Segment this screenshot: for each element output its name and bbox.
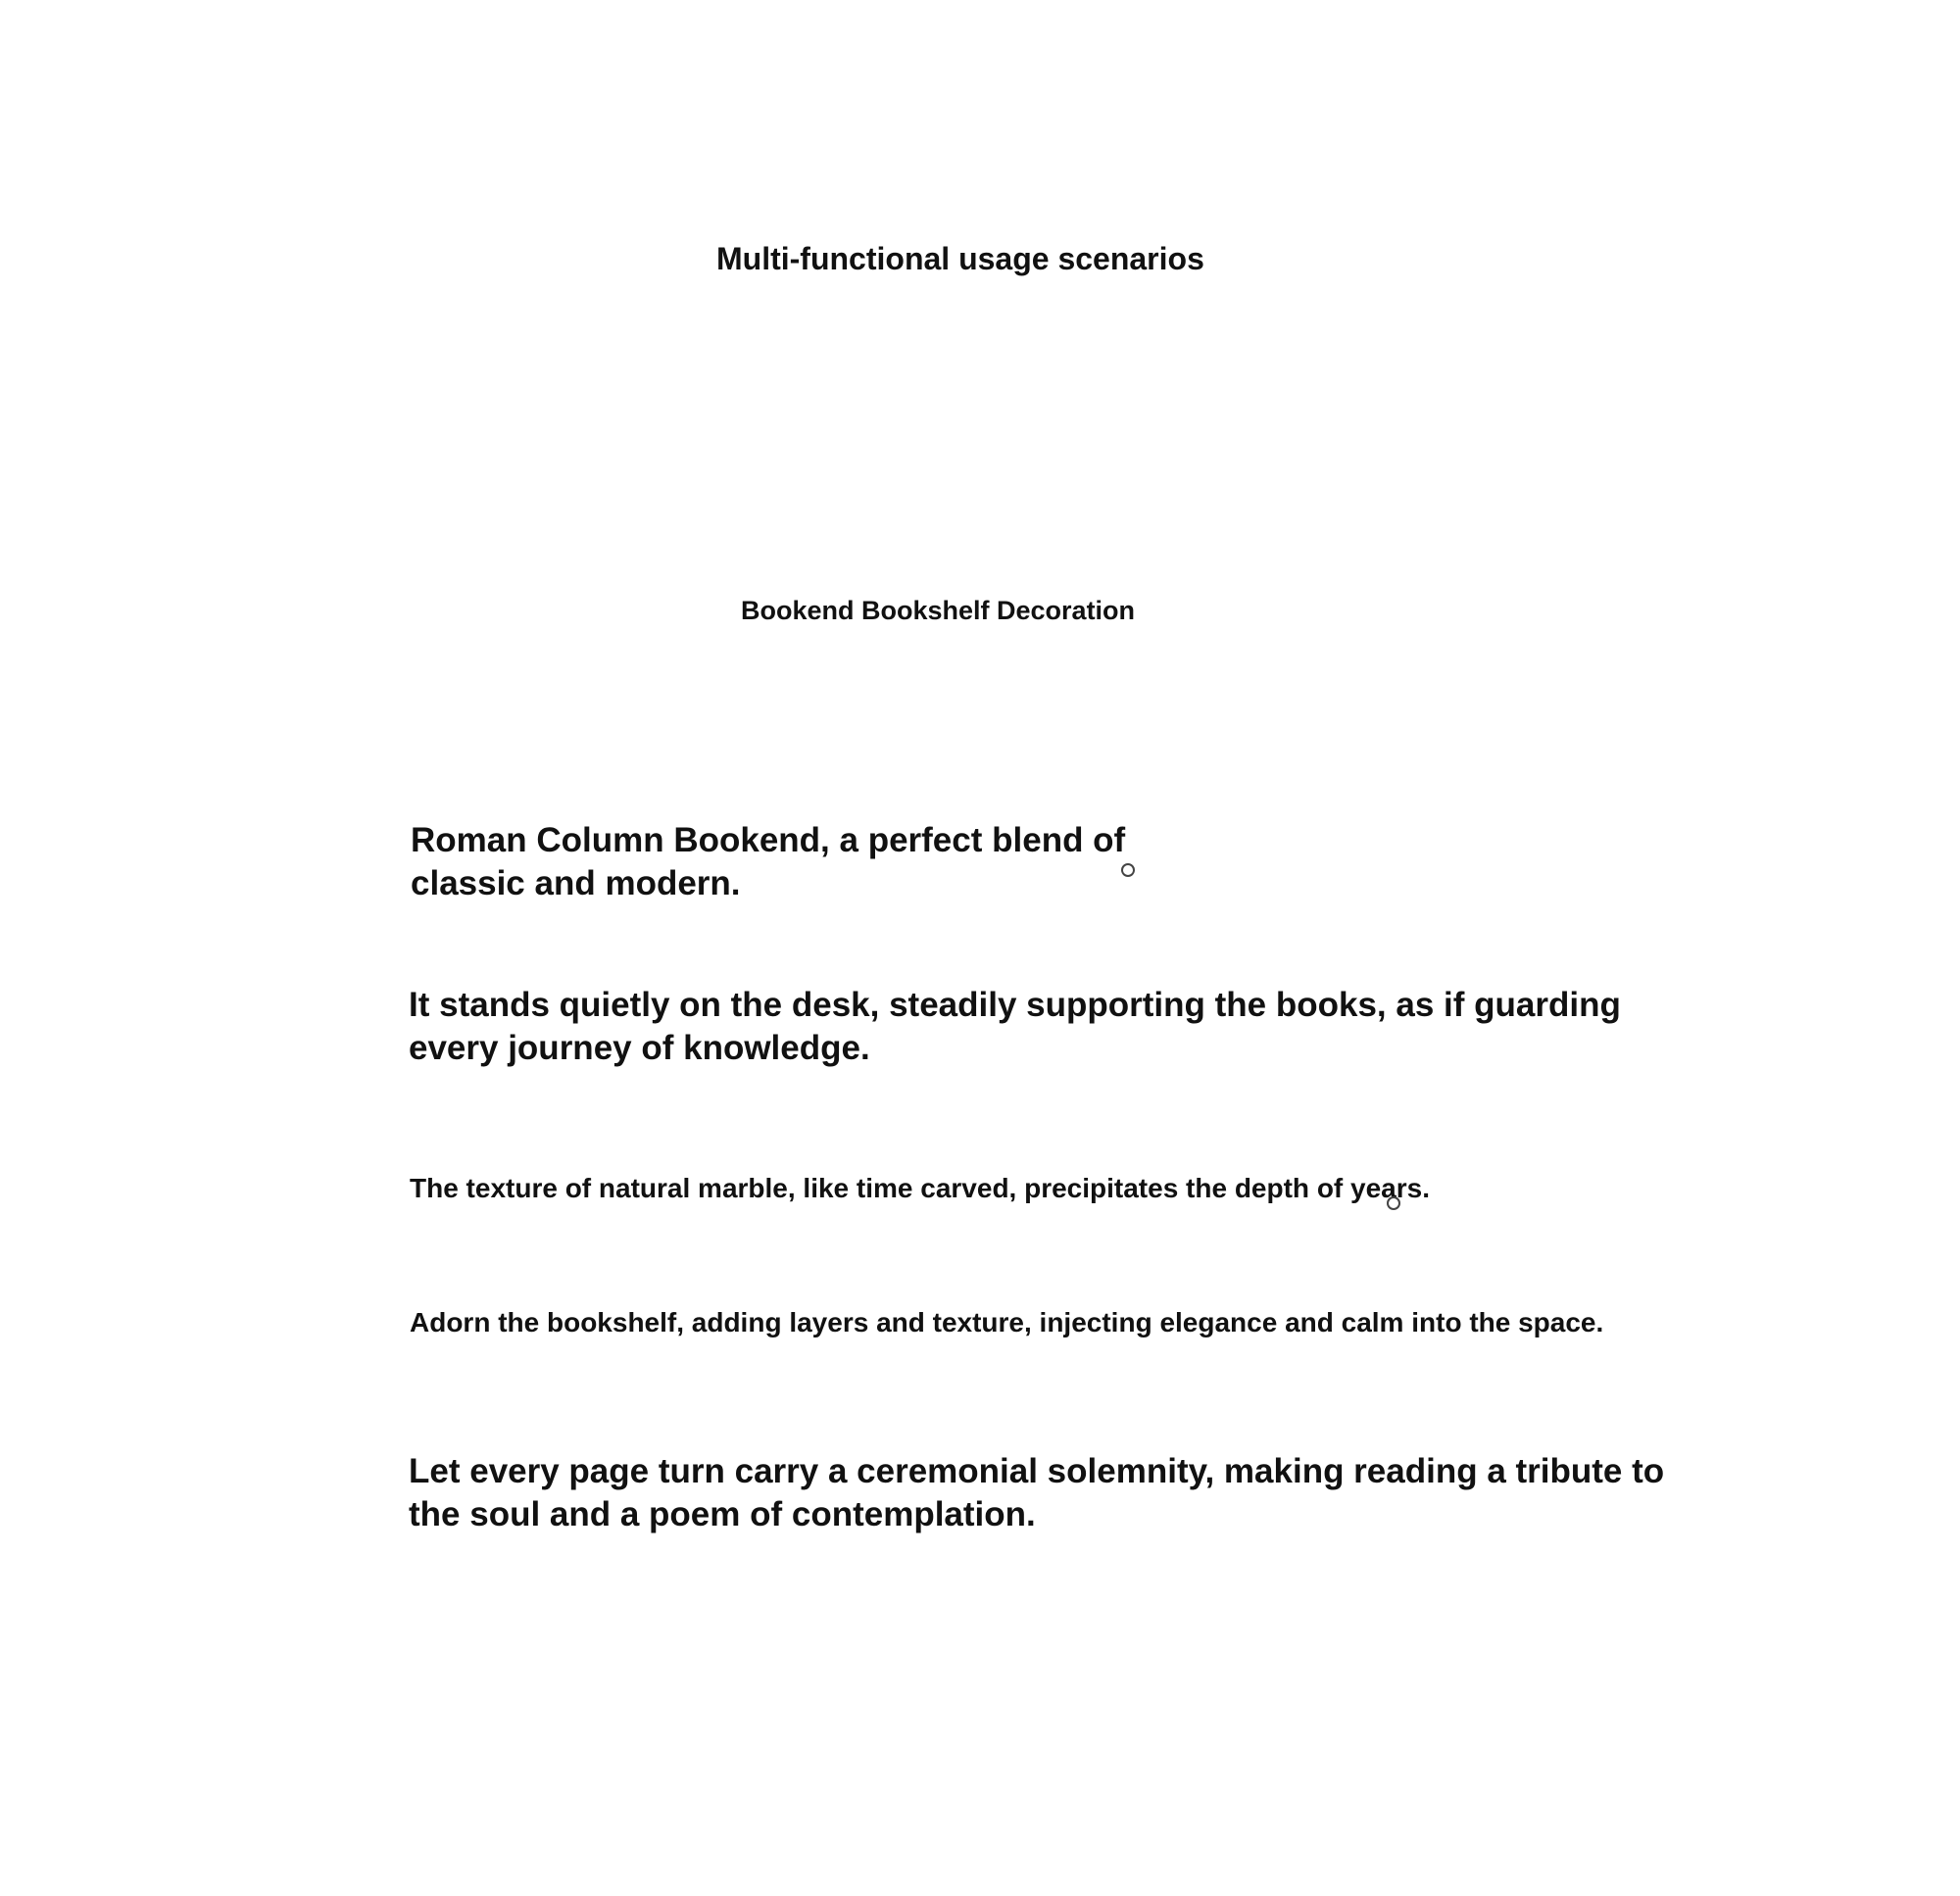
- small-circle-icon: [1121, 863, 1135, 877]
- small-circle-icon: [1387, 1196, 1400, 1210]
- page-subtitle: Bookend Bookshelf Decoration: [741, 596, 1136, 625]
- text-line-desk-support: It stands quietly on the desk, steadily supporting the books, as if guarding every journey of knowledge.: [409, 986, 1621, 1067]
- text-line-page-turn: Let every page turn carry a ceremonial solemnity, making reading a tribute to the soul and a poem of contemplation.: [409, 1452, 1665, 1533]
- text-line-adorn-bookshelf: Adorn the bookshelf, adding layers and texture, injecting elegance and calm into the space.: [410, 1307, 1604, 1337]
- page-title: Multi-functional usage scenarios: [716, 241, 1204, 276]
- text-line-marble-texture: The texture of natural marble, like time carved, precipitates the depth of years.: [410, 1173, 1430, 1203]
- text-line-roman-column: Roman Column Bookend, a perfect blend of classic and modern.: [411, 821, 1126, 902]
